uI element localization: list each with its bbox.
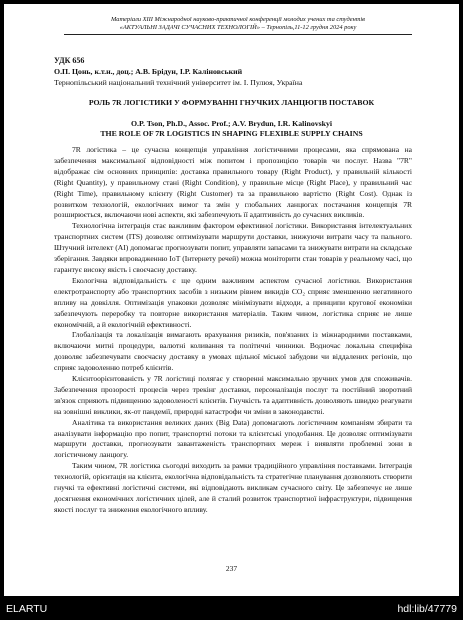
paragraph: Таким чином, 7R логістика сьогодні виходить за рамки традиційного управління поставками. Інтеграція технологій, орієнтація на клієнта, екологічна відповідальність та стратегічне планування дозволяють створити гнучкі та ефективні логістичні системи, які відповідають викликам сучасного світу. Це забезпечує не лише досягнення економічних логістичних цілей, але й сталий розвиток транспортної інфраструктури, підвищення якості послуг та зниження екологічного впливу. <box>54 461 412 514</box>
page-number: 237 <box>225 564 238 573</box>
authors-en: O.P. Tson, Ph.D., Assoc. Prof.; A.V. Brydun, I.R. Kalinovskyi <box>130 119 333 128</box>
paragraph: Аналітика та використання великих даних (Big Data) допомагають логістичним компаніям збирати та аналізувати інформацію про попит, транспортні потоки та клієнтські уподобання. Це дозволяє оптимізувати маршрути доставки, прогнозувати завантаженість транспортних мереж і виявляти проблемні зони в логістичному ланцюгу. <box>54 417 412 460</box>
paragraph: 7R логістика – це сучасна концепція управління логістичними процесами, яка спрямована на забезпечення максимальної відповідності між попитом і пропозицією товарів чи послуг. Назва "7R" відображає сім основних принципів: доставка правильного товару (Right Product), у правильній кількості (Right Quantity), у правильному стані (Right Condition), у правильне місце (Right Place), у правильний час (Right Time), правильному клієнту (Right Customer) та за правильною вартістю (Right Cost). Однак із розвитком технологій, екологічних вимог та змін у глобальних ланцюгах постачання концепція 7R розширюється, включаючи нові аспекти, які забезпечують її адаптивність до сучасних викликів. <box>54 145 412 220</box>
university-affiliation: Тернопільський національний технічний університет ім. І. Пулюя, Україна <box>54 78 303 87</box>
authors-ua: О.П. Цонь, к.т.н., доц.; А.В. Брідун, І.Р. Каліновський <box>54 67 243 76</box>
paragraph: Технологічна інтеграція стає важливим фактором ефективної логістики. Використання інтелектуальних транспортних систем (ITS) дозволяє оптимізувати маршрути доставки, знижуючи витрати часу та пального. Штучний інтелект (AI) допомагає прогнозувати попит, управляти запасами та знижувати витрати на складське зберігання. Завдяки впровадженню IoT (Інтернету речей) можна моніторити стан товарів у реальному часі, що гарантує високу якість і своєчасну доставку. <box>54 221 412 274</box>
paragraph: Екологічна відповідальність є ще одним важливим аспектом сучасної логістики. Використання електротранспорту або транспортних засобів з низьким рівнем викидів CO₂ сприяє зменшенню негативного впливу на довкілля. Оптимізація упаковки дозволяє мінімізувати відходи, а принципи кругової економіки забезпечують переробку та повторне використання матеріалів. Таким чином, логістика сприяє не лише економічній, а й екологічній ефективності. <box>54 275 412 329</box>
conference-header <box>64 16 412 35</box>
header-line-1: Матеріали XIII Міжнародної науково-практичної конференції молодих учених та студентів <box>111 16 365 23</box>
paragraph: Глобалізація та локалізація вимагають врахування ризиків, пов'язаних із міжнародними поставками, включаючи митні процедури, валютні коливання та політичні чинники. Водночас локальна специфіка дозволяє забезпечувати своєчасну доставку в умовах щільної міської забудови чи віддалених регіонів, що сприяє задоволенню потреб клієнтів. <box>54 330 412 373</box>
repository-footer <box>0 600 463 620</box>
paragraph: Клієнтоорієнтованість у 7R логістиці полягає у створенні максимально зручних умов для споживачів. Забезпечення прозорості процесів через трекінг доставки, персоналізація послуг та постійний зворотний зв'язок сприяють підвищенню задоволеності клієнтів. Гнучкість та адаптивність дозволяють швидко реагувати на зовнішні виклики, як-от пандемії, природні катастрофи чи зміни в законодавстві. <box>54 374 412 416</box>
document-page <box>4 4 459 596</box>
repository-name: ELARTU <box>6 603 48 615</box>
paper-body <box>54 145 412 516</box>
header-line-2: «АКТУАЛЬНІ ЗАДАЧІ СУЧАСНИХ ТЕХНОЛОГІЙ» – Тернопіль,11-12 грудня 2024 року <box>119 24 357 31</box>
handle-id: hdl:lib/47779 <box>397 603 457 615</box>
udk-code: УДК 656 <box>54 56 85 65</box>
paper-title-en: THE ROLE OF 7R LOGISTICS IN SHAPING FLEXIBLE SUPPLY CHAINS <box>100 129 363 138</box>
paper-title-ua: РОЛЬ 7R ЛОГІСТИКИ У ФОРМУВАННІ ГНУЧКИХ ЛАНЦЮГІВ ПОСТАВОК <box>88 98 375 107</box>
